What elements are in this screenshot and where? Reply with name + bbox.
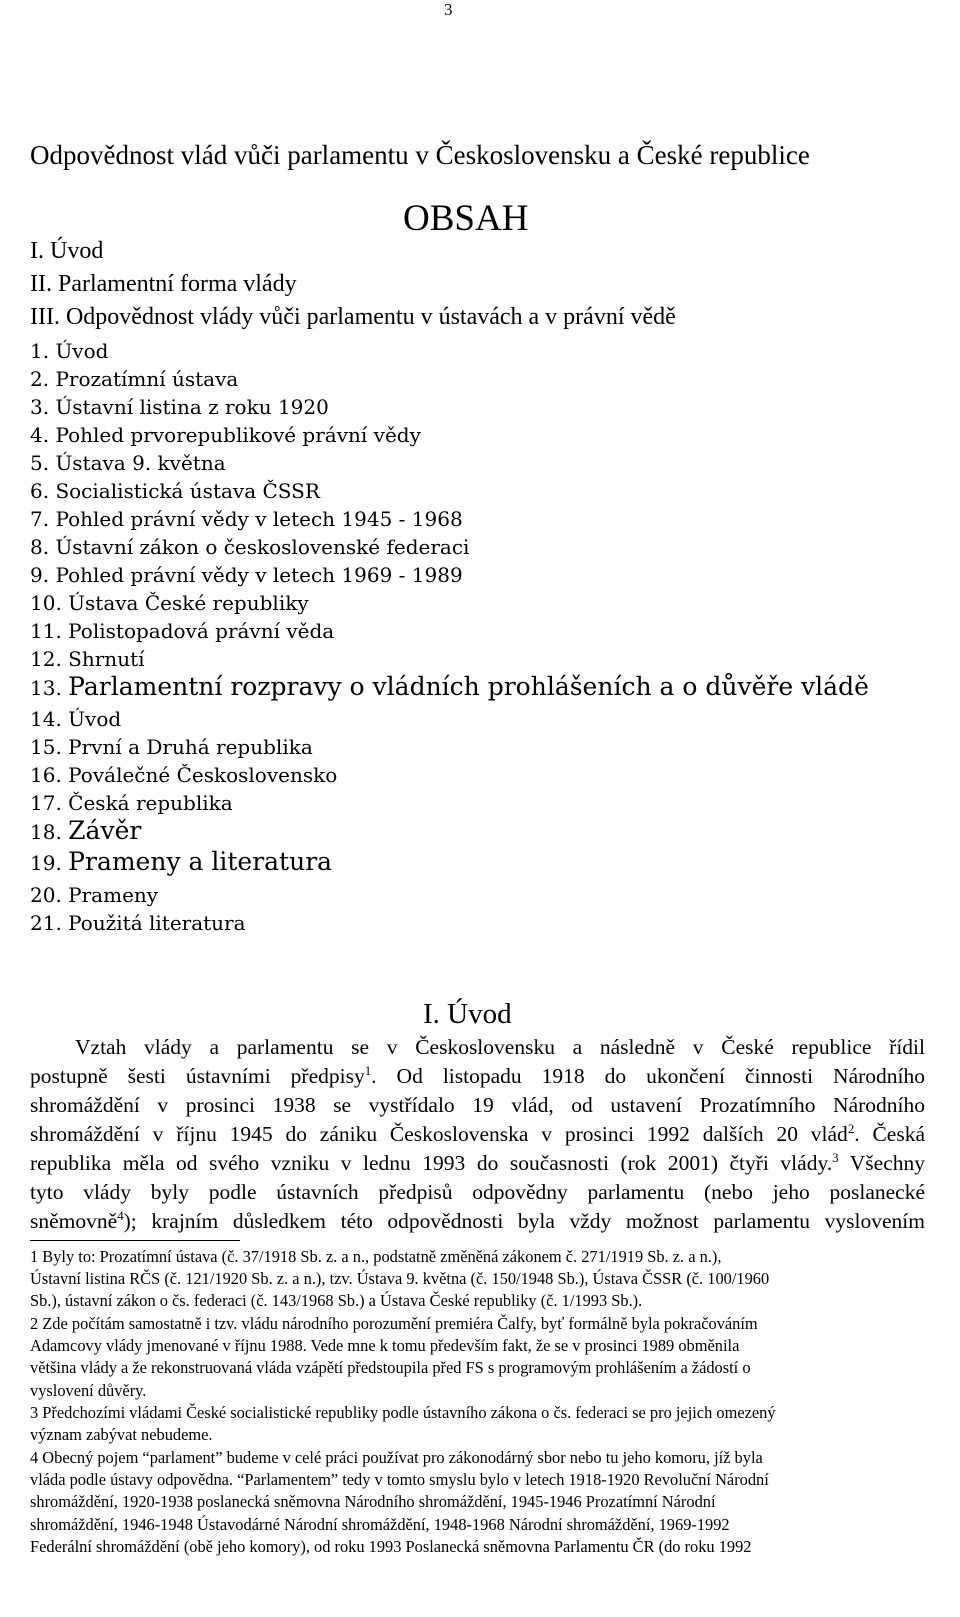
toc-item xyxy=(30,816,141,845)
toc-item: 11. Polistopadová právní věda xyxy=(30,619,335,643)
body-text: postupně šesti ústavními předpisy xyxy=(30,1064,365,1088)
toc-item xyxy=(30,847,332,876)
footnote-line: Adamcovy vlády jmenované v říjnu 1988. Vede mne k tomu především fakt, že se v prosinci 1989 obměnila xyxy=(30,1336,740,1355)
toc-item: 15. První a Druhá republika xyxy=(30,735,313,759)
footnote-line: většina vlády a že rekonstruovaná vláda vzápětí předstoupila před FS s programovým prohlášením a žádostí o xyxy=(30,1358,751,1377)
toc-item-number: 19. xyxy=(30,851,62,875)
toc-item: 7. Pohled právní vědy v letech 1945 - 1968 xyxy=(30,507,463,531)
toc-item: 8. Ústavní zákon o československé federaci xyxy=(30,535,470,559)
toc-item: 10. Ústava České republiky xyxy=(30,591,309,615)
body-text: . Česká xyxy=(854,1122,926,1146)
page-number: 3 xyxy=(444,0,453,19)
footnote-line: vláda podle ústavy odpovědna. “Parlamentem” tedy v tomto smyslu bylo v letech 1918-1920 Revoluční Národní xyxy=(30,1470,769,1489)
toc-item-text: Závěr xyxy=(68,816,142,845)
body-line xyxy=(30,1150,925,1176)
toc-item xyxy=(30,672,869,701)
toc-item: 5. Ústava 9. května xyxy=(30,451,226,475)
toc-item: 12. Shrnutí xyxy=(30,647,145,671)
footnote-line: shromáždění, 1920-1938 poslanecká sněmovna Národního shromáždění, 1945-1946 Prozatímní Národní xyxy=(30,1492,716,1511)
toc-item: 9. Pohled právní vědy v letech 1969 - 1989 xyxy=(30,563,463,587)
body-line: shromáždění v prosinci 1938 se vystřídalo 19 vlád, od ustavení Prozatímního Národního xyxy=(30,1093,925,1117)
toc-item: 14. Úvod xyxy=(30,707,122,731)
footnote-line: shromáždění, 1946-1948 Ústavodárné Národní shromáždění, 1948-1968 Národní shromáždění, 1969-1992 xyxy=(30,1515,730,1534)
body-text: Všechny xyxy=(838,1151,925,1175)
footnote-separator xyxy=(30,1240,240,1241)
toc-item: 17. Česká republika xyxy=(30,791,233,815)
body-text: ); krajním důsledkem této odpovědnosti byla vždy možnost parlamentu vyslovením xyxy=(123,1209,925,1233)
toc-entry: I. Úvod xyxy=(30,238,104,264)
contents-heading: OBSAH xyxy=(403,198,529,239)
body-text: republika měla od svého vzniku v lednu 1993 do současnosti (rok 2001) čtyři vlády. xyxy=(30,1151,833,1175)
toc-item: 1. Úvod xyxy=(30,339,109,363)
body-line xyxy=(30,1063,925,1089)
body-line: tyto vlády byly podle ústavních předpisů odpovědny parlamentu (nebo jeho poslanecké xyxy=(30,1180,925,1204)
footnote-ref[interactable]: 4 xyxy=(117,1208,124,1223)
toc-item: 21. Použitá literatura xyxy=(30,911,246,935)
footnote-line: 1 Byly to: Prozatímní ústava (č. 37/1918 Sb. z. a n., podstatně změněná zákonem č. 271/1919 Sb. z. a n.), xyxy=(30,1247,722,1266)
toc-entry: III. Odpovědnost vlády vůči parlamentu v ústavách a v právní vědě xyxy=(30,304,676,330)
document-title: Odpovědnost vlád vůči parlamentu v Československu a České republice xyxy=(30,140,810,170)
footnote-line: Federální shromáždění (obě jeho komory), od roku 1993 Poslanecká sněmovna Parlamentu ČR (do roku 1992 xyxy=(30,1537,752,1556)
toc-item-text: Prameny a literatura xyxy=(68,847,333,876)
toc-item: 16. Poválečné Československo xyxy=(30,763,338,787)
footnote-ref[interactable]: 3 xyxy=(832,1150,839,1165)
footnote-line: Sb.), ústavní zákon o čs. federaci (č. 143/1968 Sb.) a Ústava České republiky (č. 1/1993 Sb.). xyxy=(30,1291,643,1310)
toc-item-number: 13. xyxy=(30,676,62,700)
toc-item-text: Parlamentní rozpravy o vládních prohlášeních a o důvěře vládě xyxy=(68,672,869,701)
toc-item: 6. Socialistická ústava ČSSR xyxy=(30,479,320,503)
footnote-ref[interactable]: 1 xyxy=(364,1063,372,1078)
footnote-line: 4 Obecný pojem “parlament” budeme v celé práci používat pro zákonodárný sbor nebo tu jeho komoru, jíž byla xyxy=(30,1448,763,1467)
body-text: shromáždění v říjnu 1945 do zániku Československa v prosinci 1992 dalších 20 vlád xyxy=(30,1122,848,1146)
toc-entry: II. Parlamentní forma vlády xyxy=(30,271,297,297)
footnote-ref[interactable]: 2 xyxy=(847,1121,855,1136)
toc-item: 3. Ústavní listina z roku 1920 xyxy=(30,395,329,419)
footnote-line: vyslovení důvěry. xyxy=(30,1381,147,1400)
footnote-line: Ústavní listina RČS (č. 121/1920 Sb. z. a n.), tzv. Ústava 9. května (č. 150/1948 Sb.), Ústava ČSSR (č. 100/1960 xyxy=(30,1269,770,1288)
toc-item: 2. Prozatímní ústava xyxy=(30,367,239,391)
body-line: Vztah vlády a parlamentu se v Československu a následně v České republice řídil xyxy=(75,1035,925,1059)
footnote-line: význam zabývat nebudeme. xyxy=(30,1425,213,1444)
section-heading: I. Úvod xyxy=(423,998,512,1030)
body-text: sněmovně xyxy=(30,1209,118,1233)
footnote-line: 2 Zde počítám samostatně i tzv. vládu národního porozumění premiéra Čalfy, byť formálně byla pokračováním xyxy=(30,1314,758,1333)
body-line xyxy=(30,1121,925,1147)
toc-item: 4. Pohled prvorepublikové právní vědy xyxy=(30,423,421,447)
body-line xyxy=(30,1208,925,1234)
toc-item: 20. Prameny xyxy=(30,883,159,907)
body-text: . Od listopadu 1918 do ukončení činnosti Národního xyxy=(371,1064,926,1088)
footnote-line: 3 Předchozími vládami České socialistické republiky podle ústavního zákona o čs. federaci se pro jejich omezený xyxy=(30,1403,776,1422)
toc-item-number: 18. xyxy=(30,820,62,844)
